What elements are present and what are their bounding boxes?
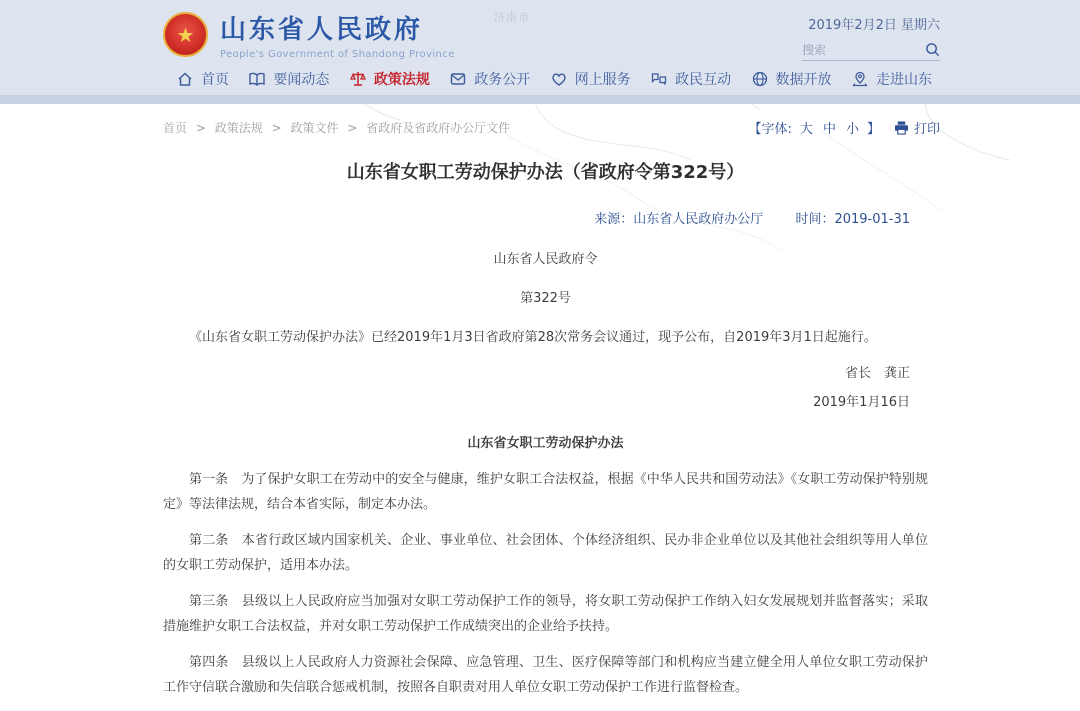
font-size-suffix: 】 (866, 122, 880, 137)
nav-item-gov-info[interactable]: 政务公开 (443, 69, 536, 89)
home-icon (176, 70, 194, 88)
article (163, 150, 928, 711)
nav-item-news[interactable]: 要闻动态 (242, 69, 335, 89)
breadcrumb-separator: > (347, 121, 358, 135)
breadcrumb-separator: > (271, 121, 282, 135)
nav-item-about-shandong[interactable]: 走进山东 (845, 69, 938, 89)
font-size-medium-button[interactable]: 中 (822, 122, 836, 137)
nav-item-home[interactable]: 首页 (170, 69, 235, 89)
doc-order-number: 第322号 (520, 291, 571, 306)
doc-promulgation: 《山东省女职工劳动保护办法》已经2019年1月3日省政府第28次常务会议通过，现予公布，自2019年3月1日起施行。 (189, 330, 877, 345)
book-icon (248, 70, 266, 88)
chat-bubbles-icon (650, 70, 668, 88)
main-nav (170, 62, 938, 95)
nav-item-policies[interactable]: 政策法规 (343, 69, 436, 89)
article-source: 来源：山东省人民政府办公厅 (594, 212, 764, 227)
search-input[interactable] (802, 43, 907, 57)
doc-article-2: 第二条 本省行政区域内国家机关、企业、事业单位、社会团体、个体经济组织、民办非企业单位以及其他社会组织等用人单位的女职工劳动保护，适用本办法。 (163, 533, 928, 573)
font-size-large-button[interactable]: 大 (799, 122, 813, 137)
current-date: 2019年2月2日 星期六 (808, 18, 940, 33)
national-emblem-logo (163, 12, 208, 57)
site-subtitle: People's Government of Shandong Province (220, 49, 455, 60)
site-brand[interactable] (163, 9, 455, 60)
heart-icon (550, 70, 568, 88)
doc-sign-date: 2019年1月16日 (813, 395, 910, 410)
breadcrumb-item-policy-docs[interactable]: 政策文件 (290, 121, 339, 135)
globe-icon (751, 70, 769, 88)
font-size-prefix: 【字体: (748, 122, 792, 137)
article-meta (163, 208, 928, 227)
breadcrumb-item-current: 省政府及省政府办公厅文件 (366, 121, 511, 135)
breadcrumb-separator: > (195, 121, 206, 135)
nav-item-online-services[interactable]: 网上服务 (544, 69, 637, 89)
article-time: 时间：2019-01-31 (795, 212, 910, 227)
print-button[interactable]: 打印 (894, 118, 940, 137)
article-title: 山东省女职工劳动保护办法（省政府令第322号） (346, 162, 745, 183)
font-size-small-button[interactable]: 小 (845, 122, 859, 137)
doc-article-4: 第四条 县级以上人民政府人力资源社会保障、应急管理、卫生、医疗保障等部门和机构应当建立健全用人单位女职工劳动保护工作守信联合激励和失信联合惩戒机制，按照各自职责对用人单位女职工劳动保护工作进行监督检查。 (163, 655, 928, 695)
location-pin-icon (851, 70, 869, 88)
search-box[interactable] (802, 42, 940, 61)
map-city-label: 济南市 (494, 11, 530, 24)
breadcrumb-item-home[interactable]: 首页 (163, 121, 188, 135)
nav-item-open-data[interactable]: 数据开放 (745, 69, 838, 89)
breadcrumb (163, 119, 510, 136)
doc-article-3: 第三条 县级以上人民政府应当加强对女职工劳动保护工作的领导，将女职工劳动保护工作纳入妇女发展规划并监督落实；采取措施维护女职工合法权益，并对女职工劳动保护工作成绩突出的企业给予扶持。 (163, 594, 928, 634)
doc-signature: 省长 龚正 (844, 366, 910, 381)
scales-icon (349, 70, 367, 88)
site-title: 山东省人民政府 (220, 15, 424, 45)
doc-article-1: 第一条 为了保护女职工在劳动中的安全与健康，维护女职工合法权益，根据《中华人民共和国劳动法》《女职工劳动保护特别规定》等法律法规，结合本省实际，制定本办法。 (163, 472, 928, 512)
article-body (163, 247, 928, 700)
doc-measures-title: 山东省女职工劳动保护办法 (467, 436, 624, 451)
header-divider-band (0, 95, 1080, 104)
doc-order-title: 山东省人民政府令 (493, 252, 598, 267)
site-header (0, 0, 1080, 95)
nav-item-interaction[interactable]: 政民互动 (644, 69, 737, 89)
breadcrumb-item-policies[interactable]: 政策法规 (214, 121, 263, 135)
printer-icon (894, 121, 909, 135)
envelope-icon (449, 70, 467, 88)
page-tools (749, 118, 940, 137)
emblem-star-icon: ★ (176, 22, 195, 47)
search-icon[interactable] (925, 42, 940, 57)
